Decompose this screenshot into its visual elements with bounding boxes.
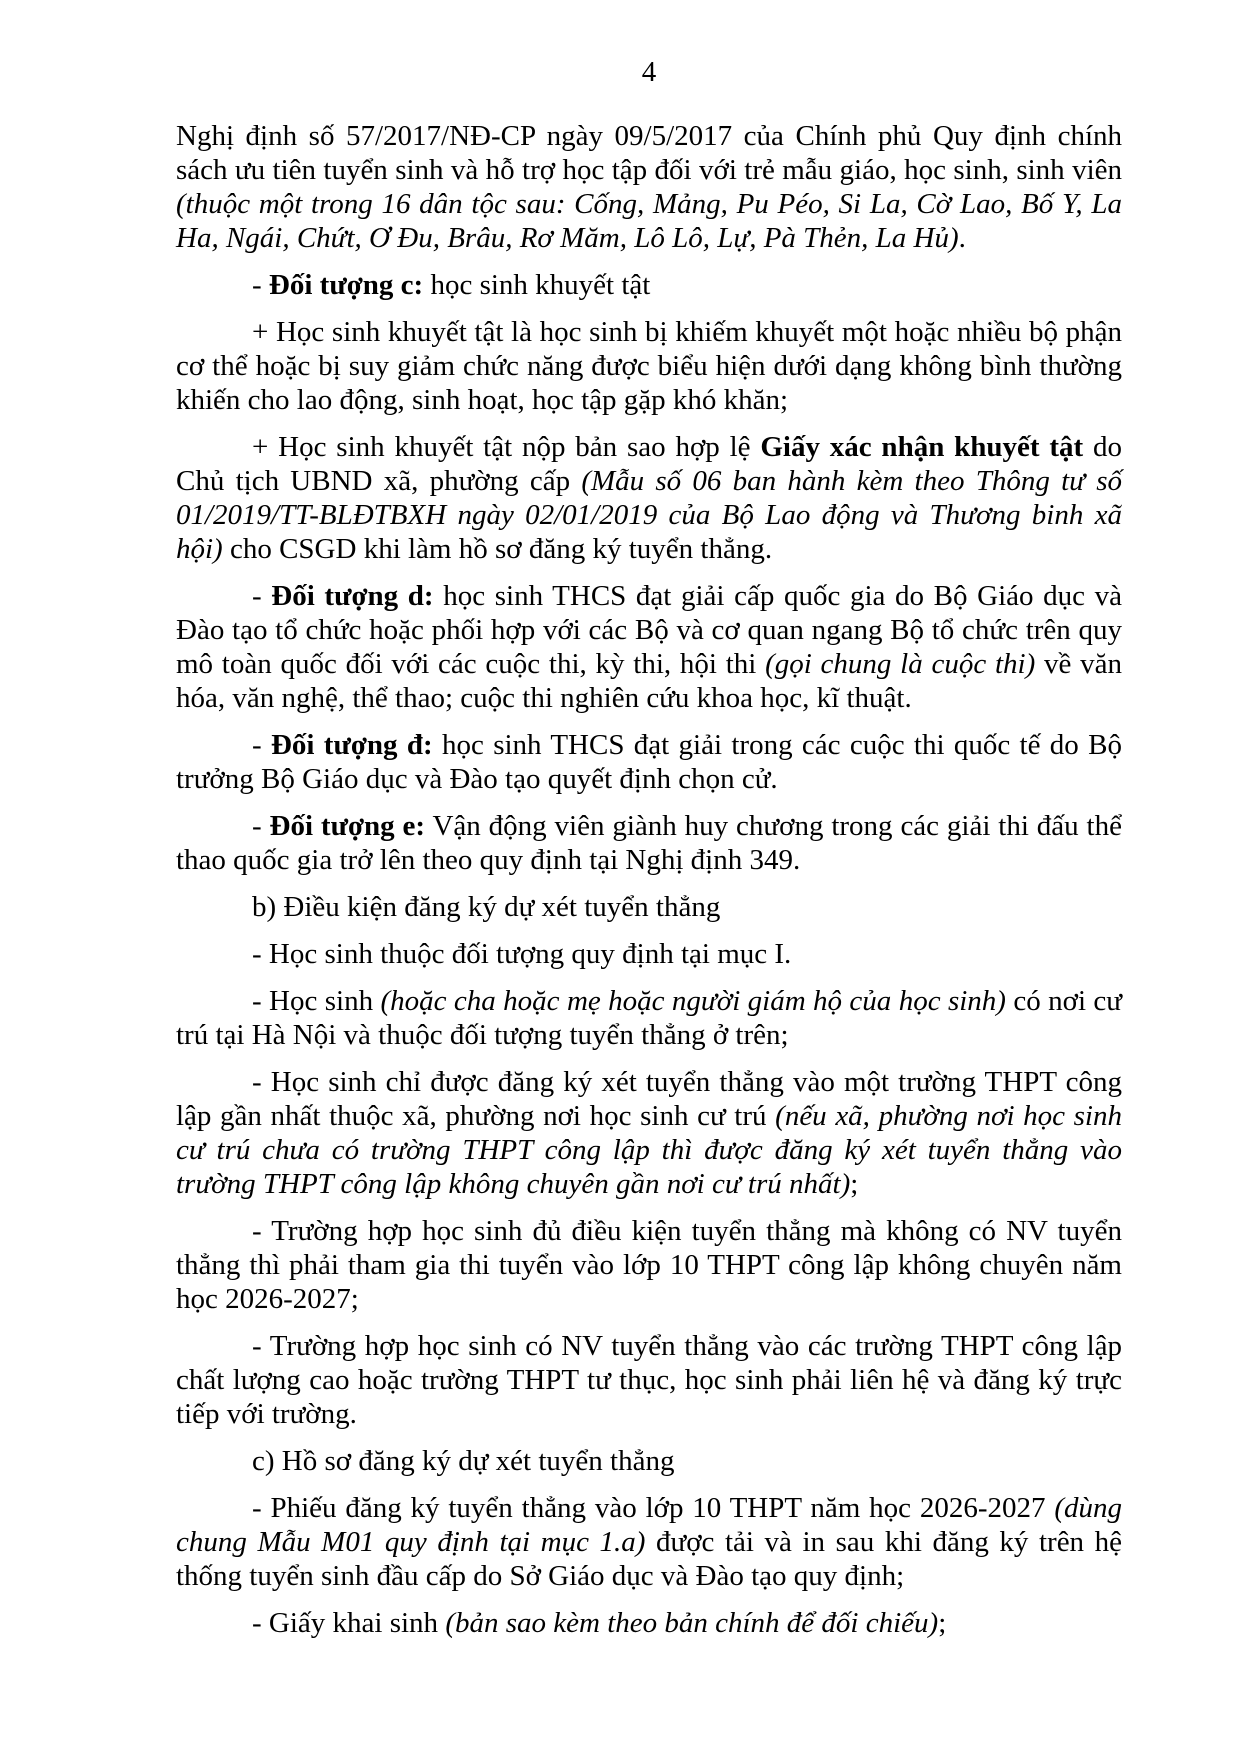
text-run: (dùng chung Mẫu M01 quy định tại mục 1.a) [176, 1492, 1122, 1558]
paragraph [176, 579, 1122, 715]
text-run: được tải và in sau khi đăng ký trên hệ thống tuyển sinh đầu cấp do Sở Giáo dục và Đào tạo quy định; [176, 1526, 1123, 1592]
text-run: Nghị định số 57/2017/NĐ-CP ngày 09/5/2017 của Chính phủ Quy định chính sách ưu tiên tuyển sinh và hỗ trợ học tập đối với trẻ mẫu giáo, học sinh, sinh viên [176, 120, 1122, 186]
text-run: (gọi chung là cuộc thi) [765, 648, 1036, 680]
text-run: do Chủ tịch UBND xã, phường cấp [176, 431, 1122, 497]
text-run: b) Điều kiện đăng ký dự xét tuyển thẳng [252, 891, 721, 923]
text-run: Đối tượng đ: [270, 729, 433, 761]
text-run: học sinh THCS đạt giải trong các cuộc thi quốc tế do Bộ trưởng Bộ Giáo dục và Đào tạo quyết định chọn cử. [176, 729, 1122, 795]
text-run: - Trường hợp học sinh có NV tuyển thẳng vào các trường THPT công lập chất lượng cao hoặc trường THPT tư thục, học sinh phải liên hệ và đăng ký trực tiếp với trường. [176, 1330, 1122, 1430]
text-run: - Giấy khai sinh [252, 1607, 446, 1639]
paragraph [176, 1491, 1122, 1593]
paragraph [176, 984, 1122, 1052]
text-run: Vận động viên giành huy chương trong các giải thi đấu thể thao quốc gia trở lên theo quy định tại Nghị định 349. [176, 810, 1122, 876]
text-run: - [252, 269, 269, 301]
paragraph [176, 1606, 1122, 1640]
text-run: (bản sao kèm theo bản chính để đối chiếu) [445, 1607, 939, 1639]
text-run: + Học sinh khuyết tật là học sinh bị khiếm khuyết một hoặc nhiều bộ phận cơ thể hoặc bị suy giảm chức năng được biểu hiện dưới dạng không bình thường khiến cho lao động, sinh hoạt, học tập gặp khó khăn; [176, 316, 1122, 416]
text-run: (Mẫu số 06 ban hành kèm theo Thông tư số 01/2019/TT-BLĐTBXH ngày 02/01/2019 của Bộ Lao động và Thương binh xã hội) [176, 465, 1122, 565]
text-run: Đối tượng d: [271, 580, 434, 612]
text-run: (nếu xã, phường nơi học sinh cư trú chưa có trường THPT công lập thì được đăng ký xét tuyển thẳng vào trường THPT công lập không chuyên gần nơi cư trú nhất) [176, 1100, 1122, 1200]
text-run: cho CSGD khi làm hồ sơ đăng ký tuyển thẳng. [222, 533, 773, 565]
paragraph [176, 1444, 1122, 1478]
text-run: (thuộc một trong 16 dân tộc sau: Cống, Mảng, Pu Péo, Si La, Cờ Lao, Bố Y, La Ha, Ngái, Chứt, Ơ Đu, Brâu, Rơ Măm, Lô Lô, Lự, Pà Thẻn, La Hủ) [176, 188, 1122, 254]
paragraph [176, 809, 1122, 877]
text-run: Giấy xác nhận khuyết tật [760, 431, 1084, 463]
paragraph [176, 119, 1122, 255]
text-run: - Học sinh [252, 985, 381, 1017]
text-run: học sinh khuyết tật [423, 269, 651, 301]
page-header [176, 55, 1122, 89]
text-run: - Phiếu đăng ký tuyển thẳng vào lớp 10 THPT năm học 2026-2027 [252, 1492, 1055, 1524]
text-run: Đối tượng e: [269, 810, 426, 842]
paragraph [176, 1065, 1122, 1201]
text-run: có nơi cư trú tại Hà Nội và thuộc đối tượng tuyển thẳng ở trên; [176, 985, 1122, 1051]
paragraph [176, 728, 1122, 796]
text-run: - [252, 580, 272, 612]
text-run: Đối tượng c: [268, 269, 424, 301]
paragraph [176, 268, 1122, 302]
paragraph [176, 315, 1122, 417]
page-number: 4 [641, 56, 657, 88]
document-body [176, 119, 1122, 1640]
text-run: c) Hồ sơ đăng ký dự xét tuyển thẳng [252, 1445, 675, 1477]
paragraph [176, 1214, 1122, 1316]
text-run: (hoặc cha hoặc mẹ hoặc người giám hộ của học sinh) [380, 985, 1006, 1017]
text-run: + Học sinh khuyết tật nộp bản sao hợp lệ [252, 431, 761, 463]
text-run: - Học sinh thuộc đối tượng quy định tại mục I. [252, 938, 792, 970]
paragraph [176, 890, 1122, 924]
text-run: về văn hóa, văn nghệ, thể thao; cuộc thi nghiên cứu khoa học, kĩ thuật. [176, 648, 1122, 714]
paragraph [176, 937, 1122, 971]
text-run: - [252, 729, 271, 761]
paragraph [176, 430, 1122, 566]
text-run: . [958, 222, 966, 254]
text-run: ; [938, 1607, 947, 1639]
text-run: ; [850, 1168, 859, 1200]
paragraph [176, 1329, 1122, 1431]
text-run: học sinh THCS đạt giải cấp quốc gia do Bộ Giáo dục và Đào tạo tổ chức hoặc phối hợp với các Bộ và cơ quan ngang Bộ tổ chức trên quy mô toàn quốc đối với các cuộc thi, kỳ thi, hội thi [176, 580, 1122, 680]
text-run: - Học sinh chỉ được đăng ký xét tuyển thẳng vào một trường THPT công lập gần nhất thuộc xã, phường nơi học sinh cư trú [176, 1066, 1122, 1132]
text-run: - [252, 810, 270, 842]
text-run: - Trường hợp học sinh đủ điều kiện tuyển thẳng mà không có NV tuyển thẳng thì phải tham gia thi tuyển vào lớp 10 THPT công lập không chuyên năm học 2026-2027; [176, 1215, 1122, 1315]
